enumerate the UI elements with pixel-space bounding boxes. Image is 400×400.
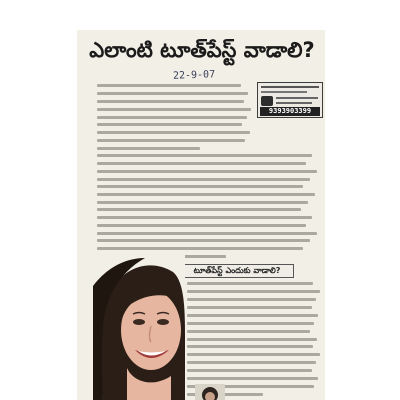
text-line <box>187 369 312 372</box>
text-line <box>187 338 317 341</box>
text-line <box>97 239 310 242</box>
text-line <box>97 162 306 165</box>
text-line <box>97 116 247 119</box>
text-line <box>97 178 310 181</box>
text-line <box>187 298 316 301</box>
intro-paragraph <box>97 82 253 152</box>
text-line <box>97 185 303 188</box>
text-line <box>187 330 310 333</box>
text-line <box>187 282 313 285</box>
text-line <box>187 322 314 325</box>
text-line <box>97 108 251 111</box>
handwritten-date: 22-9-07 <box>172 69 216 82</box>
text-line <box>187 353 320 356</box>
text-line <box>187 377 318 380</box>
text-line <box>97 154 312 157</box>
text-line <box>97 100 244 103</box>
text-line <box>187 345 313 348</box>
ad-address-line <box>276 97 318 99</box>
text-line <box>97 170 317 173</box>
text-line <box>97 208 301 211</box>
text-line <box>97 131 250 134</box>
column-paragraphs <box>187 280 321 398</box>
text-line <box>97 92 248 95</box>
text-line <box>97 224 306 227</box>
text-line <box>97 193 315 196</box>
text-line <box>97 139 245 142</box>
text-line <box>97 232 317 235</box>
ad-address-line <box>276 102 312 104</box>
ad-phone-number: 9393903399 <box>260 107 320 116</box>
text-line <box>187 361 316 364</box>
headline: ఎలాంటి టూత్‌పేస్ట్ వాడాలి? <box>89 38 315 62</box>
text-line <box>97 201 308 204</box>
text-line <box>97 123 242 126</box>
text-line <box>187 314 318 317</box>
advertisement-box <box>257 82 323 118</box>
ad-subheading-line <box>261 91 307 93</box>
subheading-box: టూత్‌పేస్ట్ ఎందుకు వాడాలి? <box>180 264 294 278</box>
text-line <box>97 84 241 87</box>
text-line <box>187 290 320 293</box>
body-paragraphs <box>97 152 319 260</box>
text-line <box>97 147 200 150</box>
text-line <box>97 216 312 219</box>
woman-smiling-photo <box>93 252 185 400</box>
ad-heading-line <box>261 86 319 88</box>
text-line <box>187 306 312 309</box>
inset-portrait-photo <box>195 384 225 400</box>
ad-logo <box>261 96 273 106</box>
newspaper-clipping <box>77 30 325 400</box>
text-line <box>97 247 303 250</box>
